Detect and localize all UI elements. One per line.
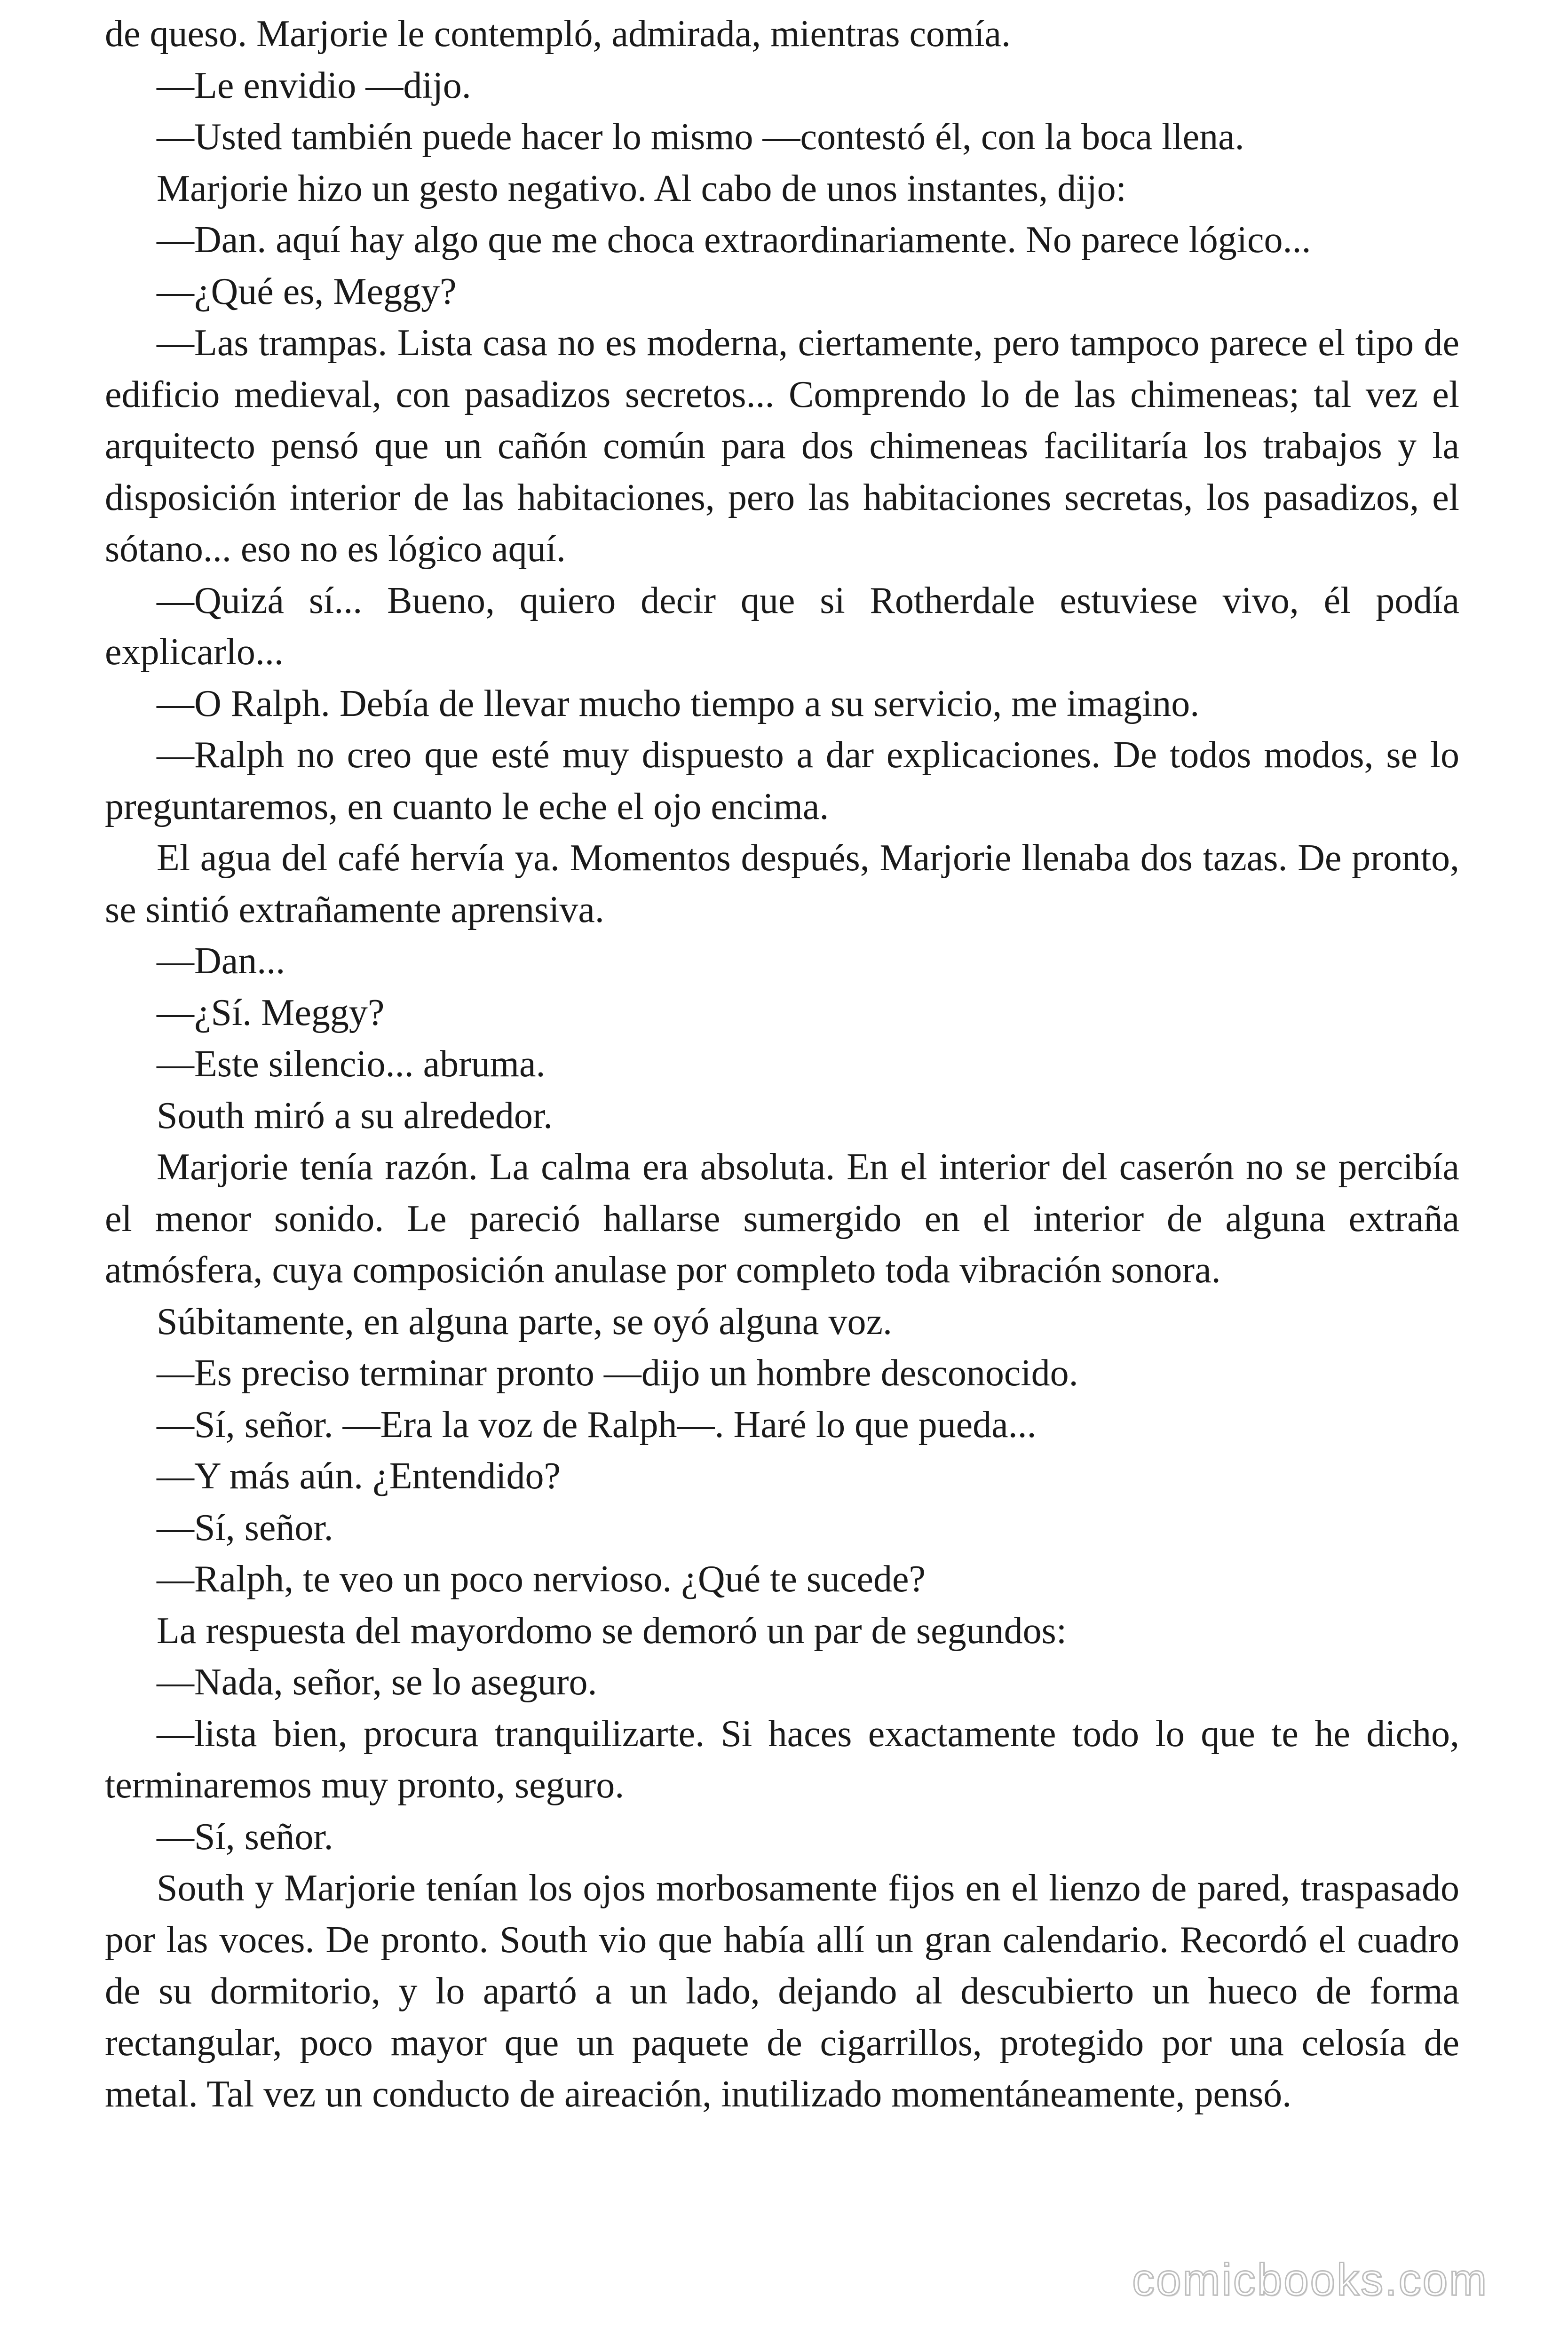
paragraph: de queso. Marjorie le contempló, admirada, mientras comía. (105, 13, 1011, 55)
paragraph: —lista bien, procura tranquilizarte. Si haces exactamente todo lo que te he dicho, terminaremos muy pronto, seguro. (105, 1713, 1459, 1806)
paragraph: —Sí, señor. (157, 1816, 333, 1858)
paragraph: La respuesta del mayordomo se demoró un par de segundos: (157, 1610, 1067, 1652)
paragraph: —Sí, señor. —Era la voz de Ralph—. Haré lo que pueda... (157, 1404, 1037, 1446)
paragraph: —Sí, señor. (157, 1507, 333, 1549)
paragraph: Marjorie tenía razón. La calma era absoluta. En el interior del caserón no se percibía el menor sonido. Le pareció hallarse sumergido en el interior de alguna extraña atmósfera, cuya composición anulase por completo toda vibración sonora. (105, 1146, 1459, 1291)
paragraph: —Ralph no creo que esté muy dispuesto a dar explicaciones. De todos modos, se lo preguntaremos, en cuanto le eche el ojo encima. (105, 734, 1459, 827)
paragraph: —¿Sí. Meggy? (157, 992, 385, 1033)
paragraph: Súbitamente, en alguna parte, se oyó alguna voz. (157, 1301, 892, 1343)
paragraph: —Y más aún. ¿Entendido? (157, 1455, 561, 1497)
page-text (105, 8, 1459, 2121)
paragraph: —Las trampas. Lista casa no es moderna, ciertamente, pero tampoco parece el tipo de edificio medieval, con pasadizos secretos... Comprendo lo de las chimeneas; tal vez el arquitecto pensó que un cañón común para dos chimeneas facilitaría los trabajos y la disposición interior de las habitaciones, pero las habitaciones secretas, los pasadizos, el sótano... eso no es lógico aquí. (105, 322, 1459, 570)
paragraph: —Dan... (157, 940, 285, 982)
paragraph: South miró a su alrededor. (157, 1095, 553, 1136)
paragraph: Marjorie hizo un gesto negativo. Al cabo de unos instantes, dijo: (157, 167, 1126, 209)
paragraph: —Usted también puede hacer lo mismo —contestó él, con la boca llena. (157, 116, 1244, 158)
watermark: comicbooks.com (1132, 2255, 1488, 2305)
paragraph: —Ralph, te veo un poco nervioso. ¿Qué te sucede? (157, 1558, 926, 1600)
paragraph: —¿Qué es, Meggy? (157, 270, 457, 312)
paragraph: —Nada, señor, se lo aseguro. (157, 1661, 597, 1703)
paragraph: El agua del café hervía ya. Momentos después, Marjorie llenaba dos tazas. De pronto, se sintió extrañamente aprensiva. (105, 837, 1459, 930)
paragraph: —O Ralph. Debía de llevar mucho tiempo a su servicio, me imagino. (157, 683, 1200, 724)
paragraph: —Le envidio —dijo. (157, 64, 471, 106)
paragraph: —Quizá sí... Bueno, quiero decir que si Rotherdale estuviese vivo, él podía explicarlo... (105, 580, 1459, 673)
paragraph: —Este silencio... abruma. (157, 1043, 546, 1085)
paragraph: South y Marjorie tenían los ojos morbosamente fijos en el lienzo de pared, traspasado por las voces. De pronto. South vio que había allí un gran calendario. Recordó el cuadro de su dormitorio, y lo apartó a un lado, dejando al descubierto un hueco de forma rectangular, poco mayor que un paquete de cigarrillos, protegido por una celosía de metal. Tal vez un conducto de aireación, inutilizado momentáneamente, pensó. (105, 1867, 1459, 2115)
paragraph: —Dan. aquí hay algo que me choca extraordinariamente. No parece lógico... (157, 219, 1311, 261)
paragraph: —Es preciso terminar pronto —dijo un hombre desconocido. (157, 1352, 1078, 1394)
